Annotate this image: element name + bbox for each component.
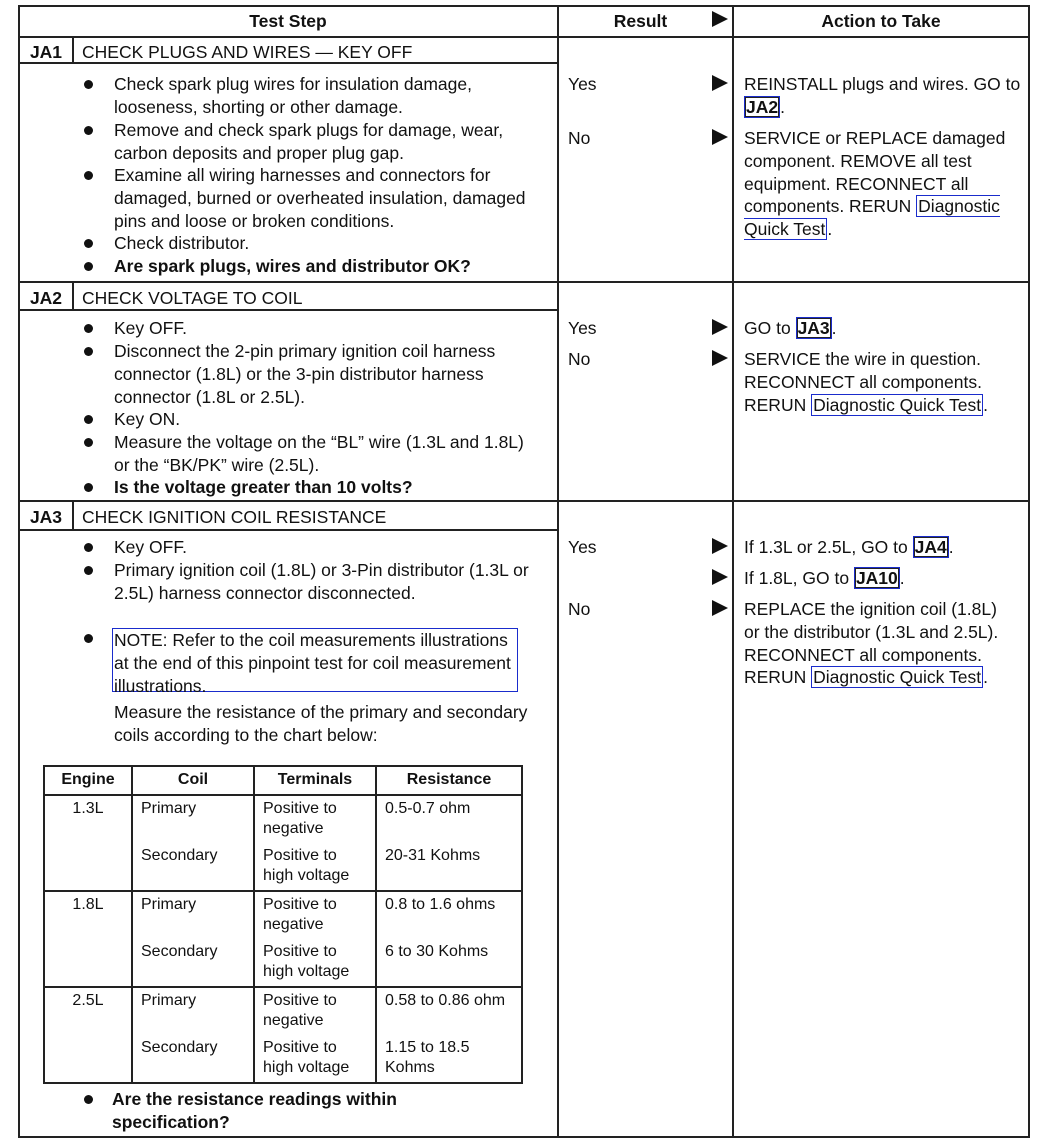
divider (18, 5, 20, 1138)
bullet-icon (84, 171, 93, 180)
note-link[interactable]: NOTE: Refer to the coil measurements illustrations at the end of this pinpoint test for coil measurement illustrations. (112, 628, 518, 692)
result-no: No (568, 599, 591, 619)
step-instruction: Key OFF. (114, 537, 187, 557)
result-yes: Yes (568, 318, 597, 338)
link-ja3[interactable]: JA3 (797, 318, 830, 338)
divider (72, 37, 74, 63)
coil-resistance-table (43, 765, 523, 1084)
arrow-icon (712, 129, 728, 145)
table-row (44, 891, 522, 939)
step-title: CHECK IGNITION COIL RESISTANCE (82, 507, 387, 527)
measure-text: Measure the resistance of the primary and secondary coils according to the chart below: (114, 702, 528, 745)
link-diagnostic-quick-test[interactable]: Diagnostic Quick Test (813, 394, 982, 415)
divider (18, 36, 1030, 38)
engine-cell: 2.5L (44, 987, 132, 1083)
bullet-icon (84, 347, 93, 356)
bullet-icon (84, 80, 93, 89)
step-instruction: Examine all wiring harnesses and connectors for damaged, burned or overheated insulation, damaged pins and loose or broken conditions. (114, 165, 526, 231)
bullet-icon (84, 415, 93, 424)
action-text: REPLACE the ignition coil (1.8L) or the distributor (1.3L and 2.5L). RECONNECT all components. RERUN Diagnostic Quick Test . (744, 599, 999, 688)
coil-cell: Secondary (132, 1035, 254, 1083)
col-coil: Coil (132, 766, 254, 795)
divider (72, 501, 74, 530)
table-row (44, 795, 522, 843)
bullet-icon (84, 634, 93, 643)
bullet-icon (84, 126, 93, 135)
link-ja10[interactable]: JA10 (855, 568, 898, 588)
action-text: GO to JA3 . (744, 318, 837, 338)
bullet-icon (84, 566, 93, 575)
table-row (44, 987, 522, 1035)
step-title: CHECK PLUGS AND WIRES — KEY OFF (82, 42, 413, 62)
link-diagnostic-quick-test[interactable]: Diagnostic Quick Test (744, 196, 1000, 240)
arrow-icon (712, 569, 728, 585)
action-text: If 1.8L, GO to JA10 . (744, 568, 905, 588)
resistance-cell: 0.58 to 0.86 ohm (376, 987, 522, 1035)
coil-cell: Primary (132, 891, 254, 939)
terminals-cell: Positive to high voltage (254, 1035, 376, 1083)
result-yes: Yes (568, 537, 597, 557)
bullet-icon (84, 1095, 93, 1104)
action-text: If 1.3L or 2.5L, GO to JA4 . (744, 537, 954, 557)
step-instruction: Primary ignition coil (1.8L) or 3-Pin distributor (1.3L or 2.5L) harness connector disconnected. (114, 560, 529, 603)
step-instruction: Disconnect the 2-pin primary ignition coil harness connector (1.8L) or the 3-pin distributor harness connector (1.8L or 2.5L). (114, 341, 496, 407)
step-instruction: Check distributor. (114, 233, 250, 253)
coil-cell: Secondary (132, 843, 254, 891)
divider (18, 281, 1030, 283)
header-result: Result (613, 11, 668, 31)
arrow-icon (712, 350, 728, 366)
resistance-cell: 0.5-0.7 ohm (376, 795, 522, 843)
step-instruction: Measure the voltage on the “BL” wire (1.3L and 1.8L) or the “BK/PK” wire (2.5L). (114, 432, 524, 475)
bullet-icon (84, 438, 93, 447)
link-diagnostic-quick-test[interactable]: Diagnostic Quick Test (813, 667, 982, 688)
bullet-icon (84, 543, 93, 552)
step-instruction: Key OFF. (114, 318, 187, 338)
coil-cell: Secondary (132, 939, 254, 987)
result-no: No (568, 128, 591, 148)
step-instruction: Remove and check spark plugs for damage, wear, carbon deposits and proper plug gap. (114, 120, 504, 163)
bullet-icon (84, 262, 93, 271)
step-instruction: Key ON. (114, 409, 181, 429)
terminals-cell: Positive to negative (254, 987, 376, 1035)
arrow-icon (712, 75, 728, 91)
resistance-cell: 1.15 to 18.5 Kohms (376, 1035, 522, 1083)
step-question: Are the resistance readings within specification? (112, 1089, 397, 1132)
divider (732, 5, 734, 1138)
action-text: SERVICE the wire in question. RECONNECT all components. RERUN Diagnostic Quick Test . (744, 349, 988, 415)
header-test-step: Test Step (249, 11, 327, 31)
engine-cell: 1.3L (44, 795, 132, 891)
col-resistance: Resistance (376, 766, 522, 795)
resistance-cell: 20-31 Kohms (376, 843, 522, 891)
step-instruction: Check spark plug wires for insulation damage, looseness, shorting or other damage. (114, 74, 472, 117)
header-action: Action to Take (821, 11, 941, 31)
step-question: Are spark plugs, wires and distributor OK? (114, 256, 471, 276)
engine-cell: 1.8L (44, 891, 132, 987)
action-text: REINSTALL plugs and wires. GO to JA2 . (744, 74, 1021, 117)
link-ja2[interactable]: JA2 (746, 96, 779, 117)
bullet-icon (84, 239, 93, 248)
terminals-cell: Positive to negative (254, 795, 376, 843)
step-id: JA3 (29, 507, 63, 527)
divider (18, 5, 1030, 7)
result-no: No (568, 349, 591, 369)
divider (18, 1136, 1030, 1138)
link-ja4[interactable]: JA4 (914, 537, 947, 557)
coil-cell: Primary (132, 795, 254, 843)
divider (557, 5, 559, 1138)
terminals-cell: Positive to negative (254, 891, 376, 939)
arrow-icon (712, 538, 728, 554)
divider (18, 500, 1030, 502)
bullet-icon (84, 483, 93, 492)
divider (72, 282, 74, 310)
resistance-cell: 0.8 to 1.6 ohms (376, 891, 522, 939)
arrow-icon (712, 11, 728, 27)
terminals-cell: Positive to high voltage (254, 939, 376, 987)
step-id: JA1 (29, 42, 63, 62)
step-id: JA2 (29, 288, 63, 308)
action-text: SERVICE or REPLACE damaged component. REMOVE all test equipment. RECONNECT all components. RERUN Diagnostic Quick Test . (744, 128, 1006, 240)
result-yes: Yes (568, 74, 597, 94)
col-terminals: Terminals (254, 766, 376, 795)
bullet-icon (84, 324, 93, 333)
arrow-icon (712, 600, 728, 616)
resistance-cell: 6 to 30 Kohms (376, 939, 522, 987)
col-engine: Engine (44, 766, 132, 795)
terminals-cell: Positive to high voltage (254, 843, 376, 891)
step-question: Is the voltage greater than 10 volts? (114, 477, 413, 497)
step-title: CHECK VOLTAGE TO COIL (82, 288, 303, 308)
arrow-icon (712, 319, 728, 335)
coil-cell: Primary (132, 987, 254, 1035)
divider (18, 529, 558, 531)
